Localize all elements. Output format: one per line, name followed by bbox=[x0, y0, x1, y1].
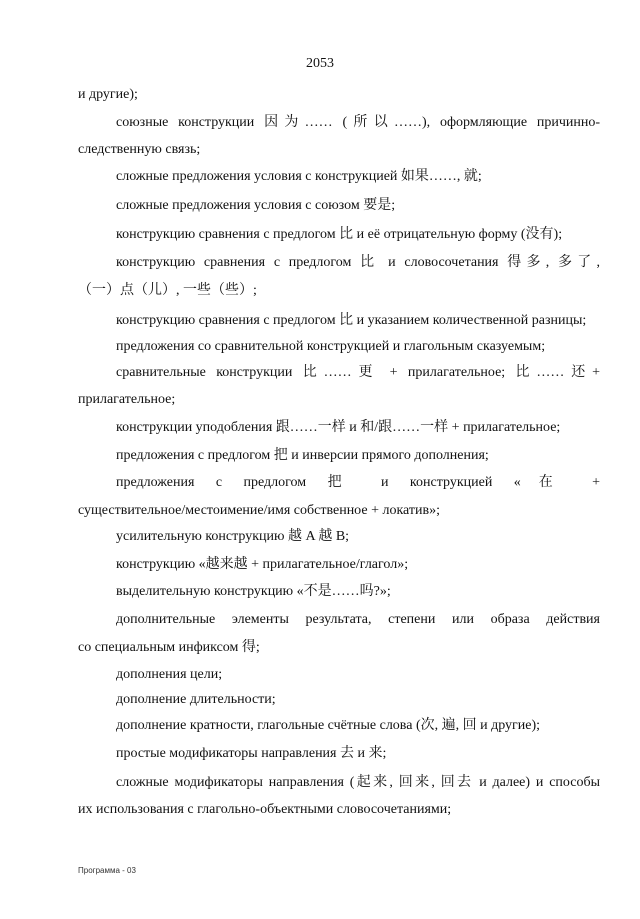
text-line: дополнение кратности, глагольные счётные слова (次, 遍, 回 и другие); bbox=[116, 718, 541, 733]
text-line: сравнительные конструкции 比……更 + прилагательное; 比……还+ bbox=[116, 365, 600, 380]
page-number: 2053 bbox=[306, 56, 334, 71]
text-line: конструкции уподобления 跟……一样 и 和/跟……一样 + прилагательное; bbox=[116, 420, 561, 435]
text-line: союзные конструкции 因为…… (所以……), оформляющие причинно- bbox=[116, 115, 600, 130]
text-line: конструкцию сравнения с предлогом 比 и указанием количественной разницы; bbox=[116, 313, 587, 328]
footer-label: Программа - 03 bbox=[78, 866, 136, 875]
text-line: предложения со сравнительной конструкцией и глагольным сказуемым; bbox=[116, 339, 546, 354]
text-line: их использования с глагольно-объектными словосочетаниями; bbox=[78, 802, 452, 817]
text-line: и другие); bbox=[78, 87, 138, 102]
text-line: со специальным инфиксом 得; bbox=[78, 640, 260, 655]
text-line: конструкцию сравнения с предлогом 比 и её отрицательную форму (没有); bbox=[116, 227, 563, 242]
text-line: прилагательное; bbox=[78, 392, 176, 407]
text-line: простые модификаторы направления 去 и 来; bbox=[116, 746, 387, 761]
text-line: сложные предложения условия с союзом 要是; bbox=[116, 198, 396, 213]
text-line: дополнения цели; bbox=[116, 667, 223, 682]
text-line: дополнение длительности; bbox=[116, 692, 276, 707]
text-line: выделительную конструкцию «不是……吗?»; bbox=[116, 584, 391, 599]
text-line: дополнительные элементы результата, степени или образа действия bbox=[116, 612, 600, 627]
text-line: следственную связь; bbox=[78, 142, 201, 157]
text-line: конструкцию сравнения с предлогом 比 и словосочетания 得多, 多了, bbox=[116, 255, 600, 270]
text-line: （一）点（儿）, 一些（些）; bbox=[78, 283, 257, 298]
text-line: сложные предложения условия с конструкцией 如果……, 就; bbox=[116, 169, 482, 184]
text-line: сложные модификаторы направления (起来, 回来, 回去 и далее) и способы bbox=[116, 775, 600, 790]
text-line: существительное/местоимение/имя собственное + локатив»; bbox=[78, 503, 441, 518]
text-line: предложения с предлогом 把 и конструкцией «在 + bbox=[116, 475, 600, 490]
text-line: предложения с предлогом 把 и инверсии прямого дополнения; bbox=[116, 448, 489, 463]
text-line: усилительную конструкцию 越 A 越 B; bbox=[116, 529, 350, 544]
text-line: конструкцию «越来越 + прилагательное/глагол»; bbox=[116, 557, 409, 572]
